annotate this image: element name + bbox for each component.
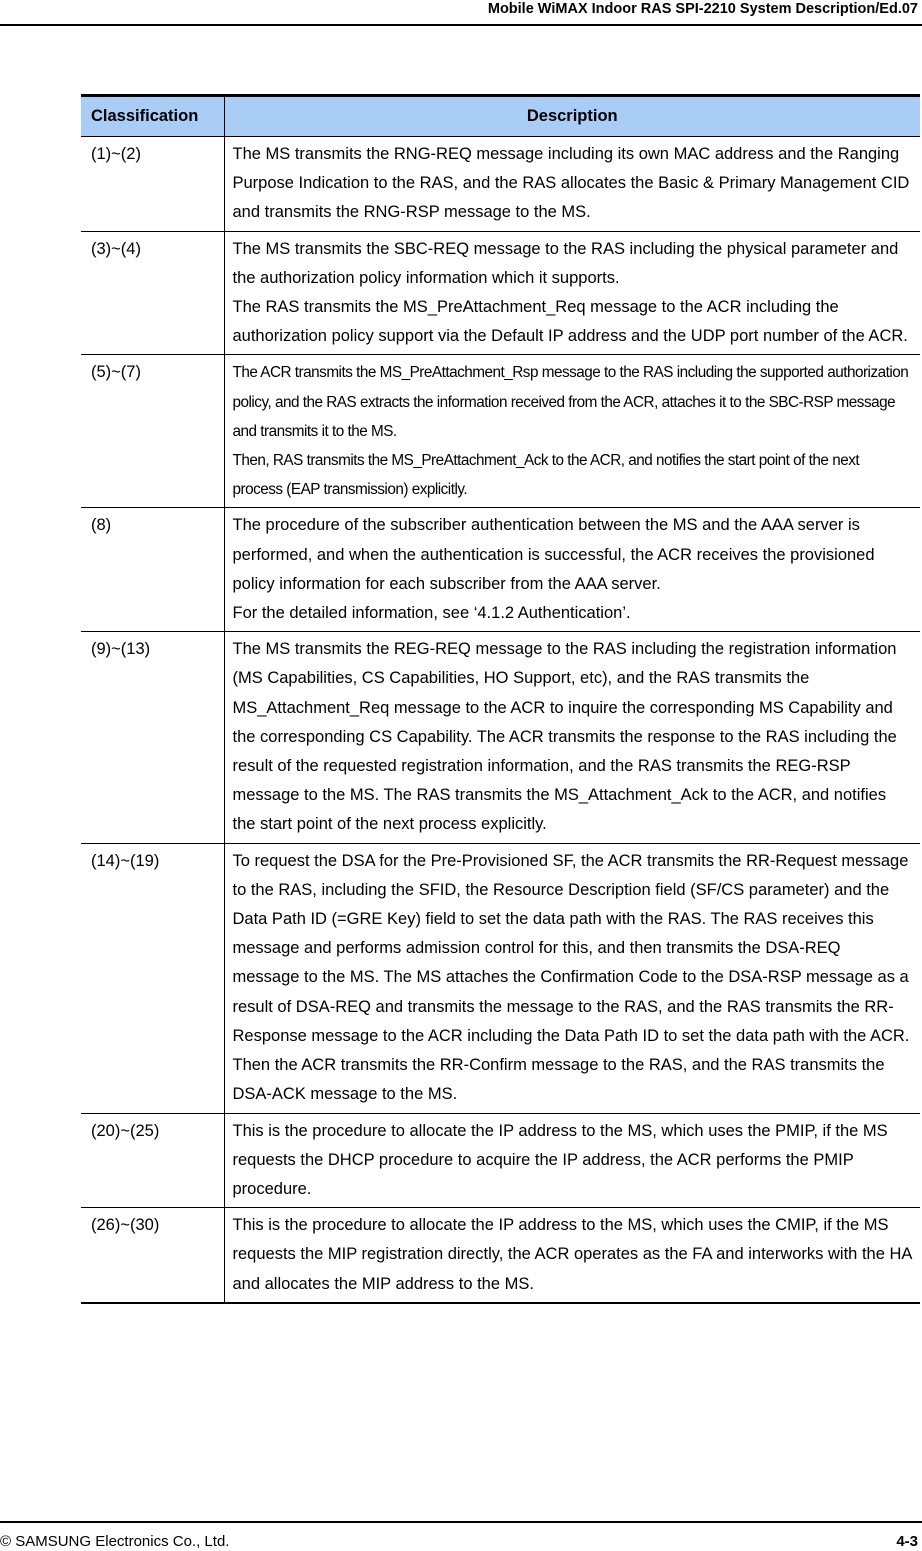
table-row <box>81 355 920 508</box>
row-description <box>224 843 920 1113</box>
table-row <box>81 137 920 232</box>
description-paragraph: For the detailed information, see ‘4.1.2 Authentication’. <box>232 604 631 623</box>
row-description <box>224 355 920 508</box>
row-description <box>224 137 920 232</box>
description-paragraph: This is the procedure to allocate the IP address to the MS, which uses the PMIP, if the MS requests the DHCP procedure to acquire the IP address, the ACR performs the PMIP procedure. <box>232 1121 888 1198</box>
row-description <box>224 632 920 843</box>
row-classification: (26)~(30) <box>81 1208 224 1303</box>
footer-divider <box>0 1521 922 1523</box>
table-row <box>81 508 920 632</box>
row-classification: (1)~(2) <box>81 137 224 232</box>
description-paragraph: Then, RAS transmits the MS_PreAttachment_Ack to the ACR, and notifies the start point of the next process (EAP transmission) explicitly. <box>232 452 860 499</box>
description-paragraph: The procedure of the subscriber authentication between the MS and the AAA server is performed, and when the authentication is successful, the ACR receives the provisioned policy information for each subscriber from the AAA server. <box>232 516 875 593</box>
row-classification: (9)~(13) <box>81 632 224 843</box>
row-description <box>224 1208 920 1303</box>
description-paragraph: The MS transmits the RNG-REQ message including its own MAC address and the Ranging Purpose Indication to the RAS, and the RAS allocates the Basic & Primary Management CID and transmits the RNG-RSP message to the MS. <box>232 145 910 222</box>
page-number: 4-3 <box>896 1533 918 1550</box>
row-description <box>224 231 920 355</box>
procedure-table <box>81 94 920 1304</box>
description-paragraph: The MS transmits the SBC-REQ message to the RAS including the physical parameter and the authorization policy information which it supports. <box>232 239 899 287</box>
footer-copyright: © SAMSUNG Electronics Co., Ltd. <box>0 1533 230 1550</box>
description-paragraph: This is the procedure to allocate the IP address to the MS, which uses the CMIP, if the MS requests the MIP registration directly, the ACR operates as the FA and interworks with the HA and allocates the MIP address to the MS. <box>232 1216 912 1293</box>
row-classification: (8) <box>81 508 224 632</box>
row-classification: (3)~(4) <box>81 231 224 355</box>
description-paragraph: The RAS transmits the MS_PreAttachment_Req message to the ACR including the authorization policy support via the Default IP address and the UDP port number of the ACR. <box>232 298 908 346</box>
description-paragraph: To request the DSA for the Pre-Provisioned SF, the ACR transmits the RR-Request message to the RAS, including the SFID, the Resource Description field (SF/CS parameter) and the Data Path ID (=GRE Key) field to set the data path with the RAS. The RAS receives this message and performs admission control for this, and then transmits the DSA-REQ message to the MS. The MS attaches the Confirmation Code to the DSA-RSP message as a result of DSA-REQ and transmits the message to the RAS, and the RAS transmits the RR-Response message to the ACR including the Data Path ID to set the data path with the ACR. Then the ACR transmits the RR-Confirm message to the RAS, and the RAS transmits the DSA-ACK message to the MS. <box>232 851 910 1104</box>
table-row <box>81 1208 920 1303</box>
table-row <box>81 632 920 843</box>
description-paragraph: The ACR transmits the MS_PreAttachment_Rsp message to the RAS including the supported authorization policy, and the RAS extracts the information received from the ACR, attaches it to the SBC-RSP message and transmits it to the MS. <box>232 364 909 440</box>
row-description <box>224 1113 920 1208</box>
column-header-classification: Classification <box>81 96 224 137</box>
row-classification: (20)~(25) <box>81 1113 224 1208</box>
column-header-description: Description <box>224 96 920 137</box>
table-row <box>81 843 920 1113</box>
description-paragraph: The MS transmits the REG-REQ message to the RAS including the registration information (MS Capabilities, CS Capabilities, HO Support, etc), and the RAS transmits the MS_Attachment_Req message to the ACR to inquire the corresponding MS Capability and the corresponding CS Capability. The ACR transmits the response to the RAS including the result of the requested registration information, and the RAS transmits the REG-RSP message to the MS. The RAS transmits the MS_Attachment_Ack to the ACR, and notifies the start point of the next process explicitly. <box>232 640 897 834</box>
document-header-title: Mobile WiMAX Indoor RAS SPI-2210 System Description/Ed.07 <box>487 1 918 17</box>
row-description <box>224 508 920 632</box>
row-classification: (5)~(7) <box>81 355 224 508</box>
table-row <box>81 1113 920 1208</box>
header-divider <box>0 24 922 26</box>
table-row <box>81 231 920 355</box>
row-classification: (14)~(19) <box>81 843 224 1113</box>
table-header-row <box>81 96 920 137</box>
